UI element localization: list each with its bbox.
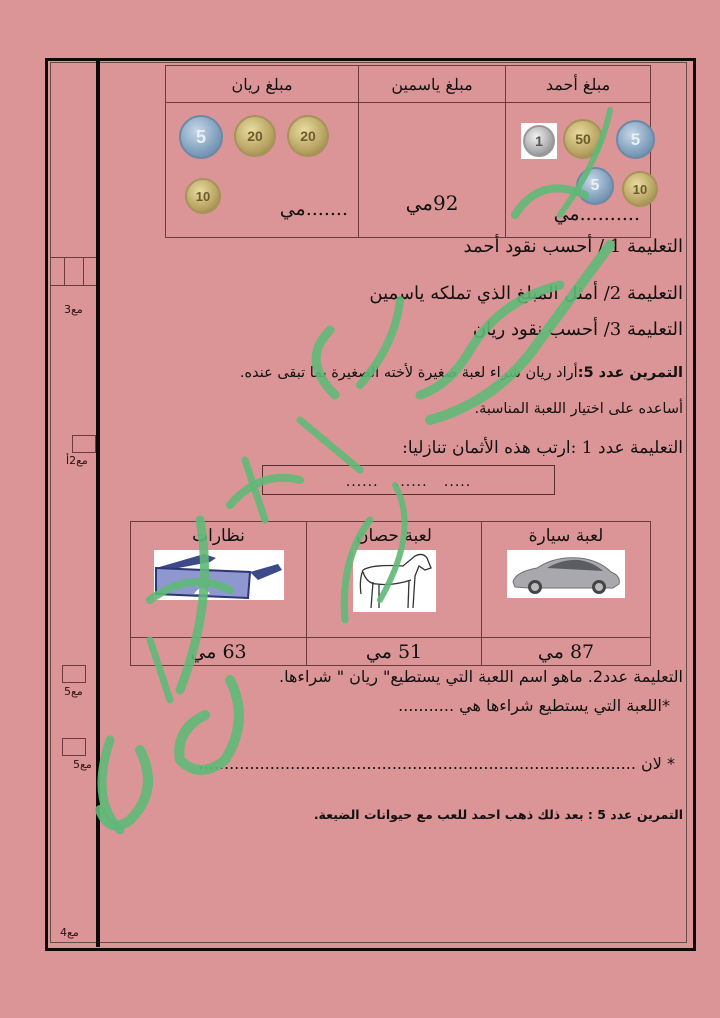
yasmine-cell [359, 103, 506, 238]
margin-label-criterion: مع3 [64, 303, 83, 316]
answer-toy-line[interactable]: *اللعبة التي يستطيع شراءها هي ........... [398, 696, 670, 715]
grade-cell [65, 258, 85, 285]
score-box[interactable] [72, 435, 96, 453]
rayan-amount-blank[interactable]: .......مي [279, 198, 348, 220]
coin-10-icon: 10 [185, 178, 221, 214]
car-image [507, 550, 625, 598]
coin-5-icon: 5 [616, 120, 655, 159]
coin-1-icon: 1 [523, 125, 555, 157]
coin-50-icon: 50 [563, 119, 603, 159]
margin-divider [96, 61, 100, 947]
margin-grade-cells [50, 257, 96, 286]
coin-5-icon: 5 [576, 167, 614, 205]
order-answer-box[interactable] [262, 465, 555, 495]
horse-image [353, 550, 436, 612]
toys-table [130, 521, 651, 666]
grade-cell [84, 258, 96, 285]
toy-horse-name: لعبة حصان [356, 526, 432, 546]
instruction-1: التعليمة 1 / أحسب نقود أحمد [463, 236, 683, 257]
margin-label-criterion: مع5 [73, 758, 92, 771]
score-box[interactable] [62, 665, 86, 683]
toy-horse [307, 522, 482, 638]
instruction-3: التعليمة 3/ أحسب نقود ريان [472, 319, 683, 340]
order-blanks: ...... ...... ..... [345, 474, 472, 490]
margin-label-criterion: مع4 [60, 926, 79, 939]
grade-cell [50, 258, 65, 285]
coin-20-icon: 20 [234, 115, 276, 157]
horse-price: 51 مي [307, 638, 482, 666]
order-instruction: التعليمة عدد 1 :ارتب هذه الأثمان تنازليا: [402, 438, 683, 458]
header-ahmed: مبلغ أحمد [506, 66, 651, 103]
money-table [165, 65, 651, 238]
score-box[interactable] [62, 738, 86, 756]
margin-label-criterion: مع5 [64, 685, 83, 698]
question-2: التعليمة عدد2. ماهو اسم اللعبة التي يستطيع" ريان " شراءها. [279, 667, 683, 686]
glasses-image [154, 550, 284, 600]
exercise-5-help: أساعده على اختيار اللعبة المناسبة. [474, 401, 683, 417]
car-price: 87 مي [482, 638, 651, 666]
header-rayan: مبلغ ريان [166, 66, 359, 103]
exercise-5-statement [240, 365, 683, 381]
instruction-2: التعليمة 2/ أمثل المبلغ الذي تملكه ياسمين [369, 283, 683, 304]
coin-5-icon: 5 [179, 115, 223, 159]
exercise-5b: التمرين عدد 5 : بعد ذلك ذهب احمد للعب مع حيوانات الضيعة. [313, 807, 683, 822]
ahmed-cell [506, 103, 651, 238]
toy-car [482, 522, 651, 638]
coin-10-icon: 10 [622, 171, 658, 207]
coin-20-icon: 20 [287, 115, 329, 157]
exercise-text: أراد ريان شراء لعبة صغيرة لأخته الصغيرة بما تبقى عنده. [239, 365, 578, 381]
exercise-label: التمرين عدد 5: [577, 365, 683, 381]
toy-glasses-name: نظارات [192, 526, 245, 546]
margin-label-criterion: مع2أ [66, 454, 88, 467]
because-line[interactable]: * لان ...................................................................................... [198, 754, 675, 773]
toy-glasses [131, 522, 307, 638]
ahmed-amount-blank[interactable]: ..........مي [553, 203, 640, 225]
header-yasmine: مبلغ ياسمين [359, 66, 506, 103]
yasmine-amount: 92مي [405, 191, 459, 215]
rayan-cell [166, 103, 359, 238]
toy-car-name: لعبة سيارة [528, 526, 604, 546]
glasses-price: 63 مي [131, 638, 307, 666]
